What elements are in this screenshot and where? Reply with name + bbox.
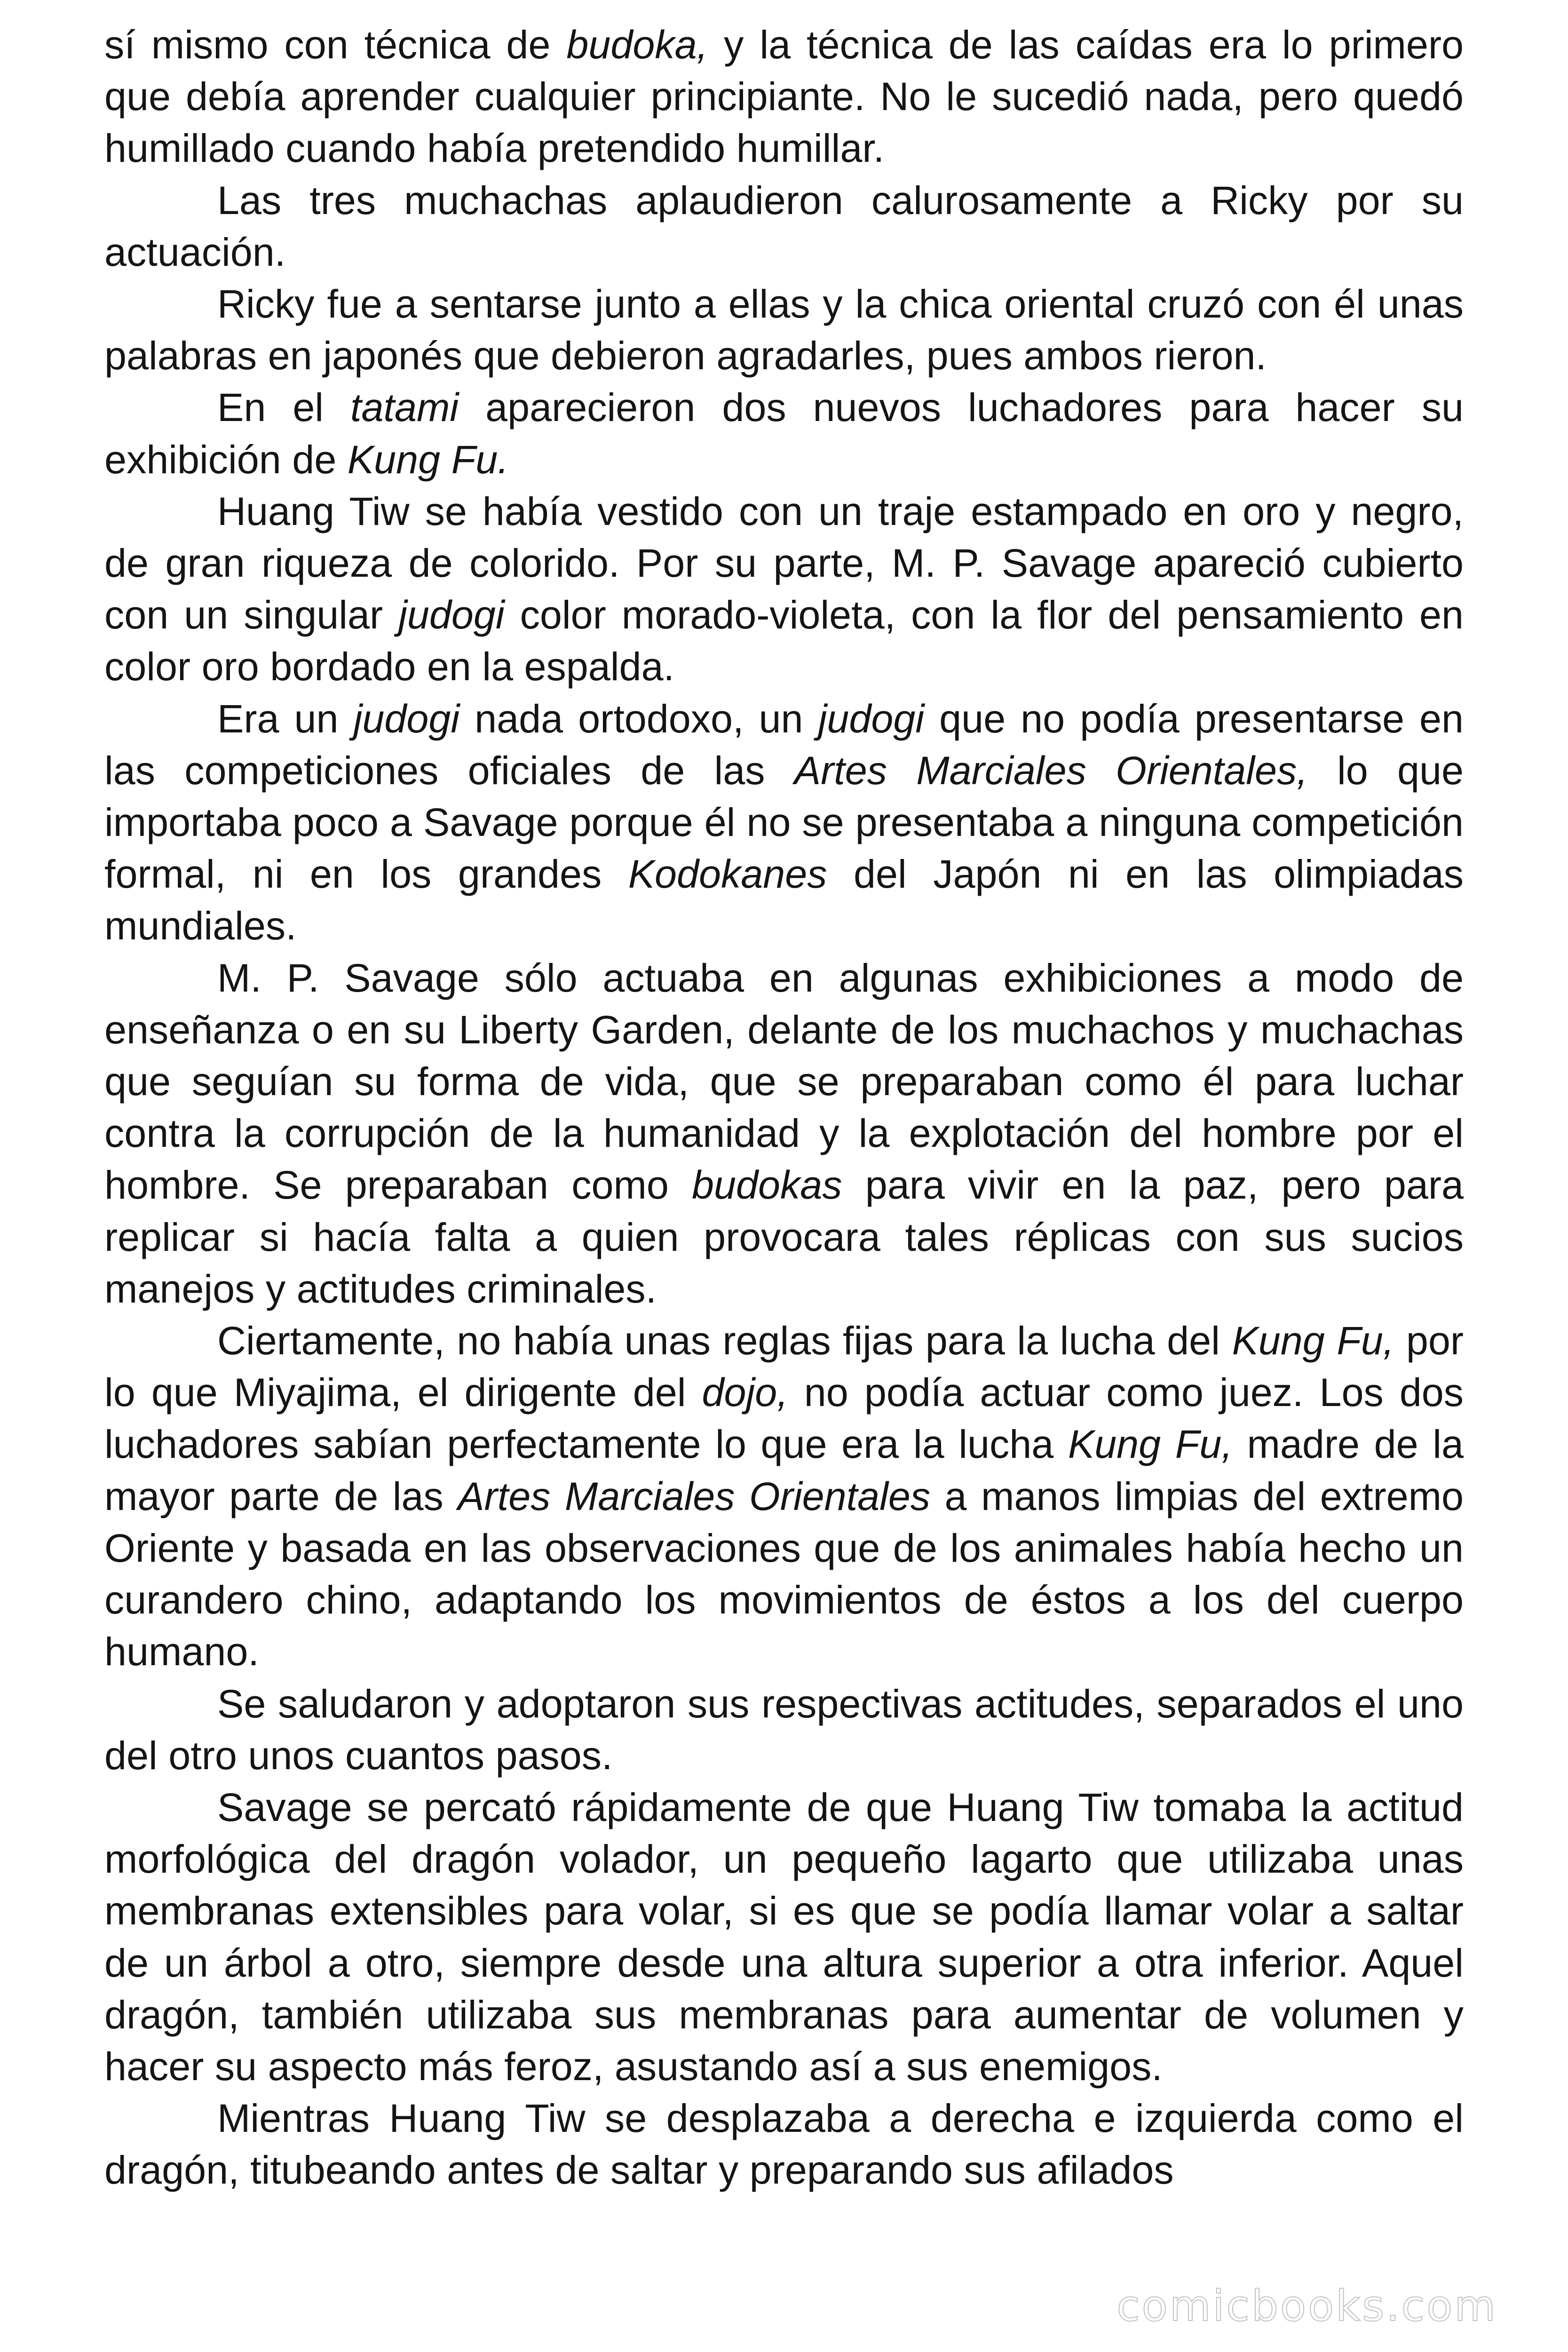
paragraph	[104, 1678, 1464, 1781]
text-segment: Ciertamente, no había unas reglas fijas para la lucha del	[217, 1319, 1232, 1363]
paragraph	[104, 1315, 1464, 1677]
italic-text: tatami	[350, 385, 459, 430]
paragraph	[104, 1781, 1464, 2092]
text-segment: sí mismo con técnica de	[104, 23, 567, 67]
text-segment: por lo que Miyajima, el dirigente del	[104, 1319, 1464, 1415]
text-segment: del Japón ni en las olimpiadas mundiales.	[104, 852, 1464, 948]
paragraph	[104, 952, 1464, 1315]
text-segment: Huang Tiw se había vestido con un traje estampado en oro y negro, de gran riqueza de colorido. Por su parte, M. P. Savage apareció cubierto con un singular	[104, 489, 1464, 637]
italic-text: budoka,	[566, 23, 708, 67]
text-segment: Se saludaron y adoptaron sus respectivas actitudes, separados el uno del otro unos cuantos pasos.	[104, 1681, 1464, 1778]
paragraph	[104, 175, 1464, 278]
text-segment: a manos limpias del extremo Oriente y basada en las observaciones que de los animales había hecho un curandero chino, adaptando los movimientos de éstos a los del cuerpo humano.	[104, 1474, 1464, 1674]
italic-text: Kung Fu,	[1068, 1422, 1233, 1467]
italic-text: Kung Fu.	[347, 437, 509, 482]
text-segment: y la técnica de las caídas era lo primero que debía aprender cualquier principiante. No le sucedió nada, pero quedó humillado cuando había pretendido humillar.	[104, 23, 1464, 171]
paragraph	[104, 2092, 1464, 2196]
text-segment: que no podía presentarse en las competiciones oficiales de las	[104, 696, 1464, 793]
italic-text: Kung Fu,	[1232, 1319, 1394, 1363]
paragraph	[104, 693, 1464, 952]
watermark: comicbooks.com	[1117, 2281, 1497, 2331]
text-segment: En el	[217, 385, 351, 430]
text-segment: nada ortodoxo, un	[459, 696, 818, 741]
italic-text: Artes Marciales Orientales	[458, 1474, 931, 1518]
text-segment: M. P. Savage sólo actuaba en algunas exhibiciones a modo de enseñanza o en su Liberty Garden, delante de los muchachos y muchachas que seguían su forma de vida, que se preparaban como él para luchar contra la corrupción de la humanidad y la explotación del hombre por el hombre. Se preparaban como	[104, 955, 1464, 1208]
text-segment: Mientras Huang Tiw se desplazaba a derecha e izquierda como el dragón, titubeando antes de saltar y preparando sus afilados	[104, 2096, 1464, 2193]
italic-text: dojo,	[702, 1370, 788, 1415]
italic-text: judogi	[353, 696, 460, 741]
text-segment: Las tres muchachas aplaudieron calurosamente a Ricky por su actuación.	[104, 178, 1464, 274]
text-segment: no podía actuar como juez. Los dos luchadores sabían perfectamente lo que era la lucha	[104, 1370, 1464, 1467]
text-segment: aparecieron dos nuevos luchadores para hacer su exhibición de	[104, 385, 1464, 482]
italic-text: Kodokanes	[628, 852, 827, 897]
italic-text: judogi	[818, 696, 925, 741]
italic-text: budokas	[692, 1163, 842, 1208]
text-segment: madre de la mayor parte de las	[104, 1422, 1464, 1518]
text-segment: Era un	[217, 696, 354, 741]
text-segment: color morado-violeta, con la flor del pensamiento en color oro bordado en la espalda.	[104, 593, 1464, 689]
italic-text: Artes Marciales Orientales,	[794, 748, 1308, 793]
text-segment: para vivir en la paz, pero para replicar si hacía falta a quien provocara tales réplicas con sus sucios manejos y actitudes criminales.	[104, 1163, 1464, 1311]
text-segment: lo que importaba poco a Savage porque él no se presentaba a ninguna competición formal, ni en los grandes	[104, 748, 1464, 897]
page-body	[104, 19, 1464, 2196]
paragraph	[104, 278, 1464, 381]
text-segment: Savage se percató rápidamente de que Huang Tiw tomaba la actitud morfológica del dragón volador, un pequeño lagarto que utilizaba unas membranas extensibles para volar, si es que se podía llamar volar a saltar de un árbol a otro, siempre desde una altura superior a otra inferior. Aquel dragón, también utilizaba sus membranas para aumentar de volumen y hacer su aspecto más feroz, asustando así a sus enemigos.	[104, 1785, 1464, 2089]
italic-text: judogi	[398, 593, 505, 637]
paragraph	[104, 485, 1464, 693]
paragraph	[104, 19, 1464, 175]
text-segment: Ricky fue a sentarse junto a ellas y la chica oriental cruzó con él unas palabras en japonés que debieron agradarles, pues ambos rieron.	[104, 282, 1464, 378]
paragraph	[104, 381, 1464, 485]
